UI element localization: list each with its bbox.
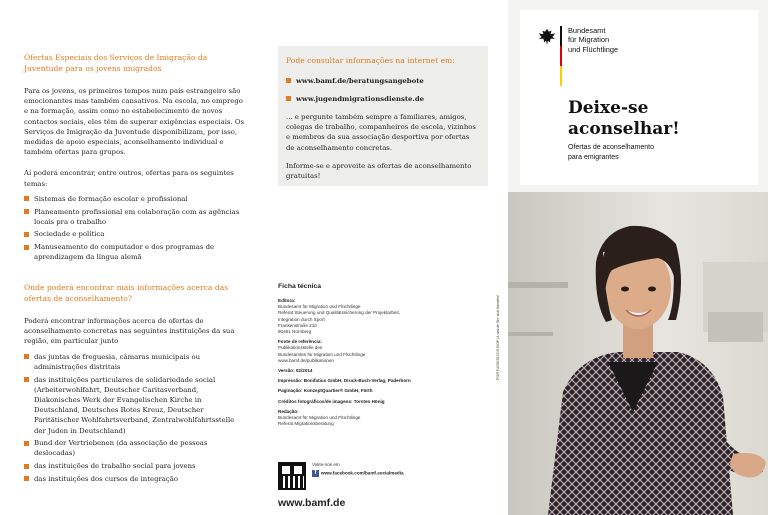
list-item: Manuseamento do computador e dos programas de aprendizagem da língua alemã (24, 242, 246, 262)
agency-line: Bundesamt (568, 26, 606, 35)
list-item: das instituições de trabalho social para jovens (24, 461, 246, 471)
editor-line: Integration durch Sport (278, 316, 325, 322)
subtitle-line: Ofertas de aconselhamento (568, 144, 654, 151)
imprint-photos (278, 399, 493, 405)
cover-photo (508, 192, 768, 515)
imprint (278, 283, 493, 427)
federal-eagle-icon (538, 28, 556, 46)
redacao-label: Redação: (278, 408, 299, 414)
imprint-title: Ficha técnica (278, 283, 322, 290)
visit-label: Visite-nos em (312, 462, 340, 467)
facebook-link[interactable] (312, 470, 404, 477)
editor-line: Referat Steuerung und Qualitätssicherung der Projektarbeit, (278, 310, 401, 316)
cover-card (520, 10, 758, 185)
website-link[interactable]: www.bamf.de (278, 497, 346, 509)
qr-code-icon[interactable] (278, 462, 306, 490)
internet-info-box (278, 46, 488, 186)
paragraph-youth-intro: Para os jovens, os primeiros tempos num país estrangeiro são emocionantes mas também cansativos. Na escola, no emprego e na formação, assim como no estabelecimento de novos contactos sociais, eles têm de superar exigências especiais. Os Serviços de Imigração da Juventude disponibilizam, por isso, medidas de apoio especiais, aconselhamento individual e também ofertas para grupos. (24, 87, 245, 157)
list-item: das juntas de freguesia, câmaras municipais ou administrações distritais (24, 352, 246, 372)
redacao-line: Referat Migrationsberatung (278, 421, 334, 427)
imprint-editor (278, 298, 493, 335)
list-item: das instituições dos cursos de integração (24, 474, 246, 484)
title-line: aconselhar! (568, 119, 680, 139)
vertical-credit: PORTUGIESISCH BOF14 wurde Sie sich beraten! (496, 294, 500, 380)
layout-text: Paginação: KonzeptQuartier® GmbH, Fürth (278, 388, 373, 394)
title-line: Deixe-se (568, 98, 649, 118)
links-list (286, 76, 480, 104)
list-item: Planeamento profissional em colaboração com as agências locais pra o trabalho (24, 207, 246, 227)
agency-line: und Flüchtlinge (568, 44, 619, 54)
imprint-print (278, 378, 493, 384)
link-beratungsangebote[interactable]: www.bamf.de/beratungsangebote (286, 76, 480, 86)
subtitle-line: para emigrantes (568, 154, 619, 161)
woman-portrait-image (508, 192, 768, 515)
heading-youth-offers: Ofertas Especiais dos Serviços de Imigração da Juventude para os jovens imigrados (24, 53, 208, 73)
reference-label: Fonte de referência: (278, 339, 322, 345)
imprint-reference (278, 339, 493, 364)
places-list (24, 352, 246, 484)
link-jugendmigrationsdienste[interactable]: www.jugendmigrationsdienste.de (286, 94, 480, 104)
heading-where-info: Onde poderá encontrar mais informações acerca das ofertas de aconselhamento? (24, 283, 229, 303)
photos-text: Créditos fotográficos/de imagens: Torsten Hönig (278, 398, 385, 404)
cover-subtitle (568, 143, 654, 163)
facebook-url: www.facebook.com/bamf.socialmedia (321, 470, 404, 476)
flag-stripe (560, 26, 562, 86)
section-youth-offers (24, 53, 246, 265)
editor-line: Frankenstraße 210 (278, 322, 317, 328)
cover-title (568, 98, 680, 140)
list-item: Sistemas de formação escolar e profissional (24, 194, 246, 204)
heading-internet: Pode consultar informações na internet em: (286, 56, 455, 65)
redacao-line: Bundesamt für Migration und Flüchtlinge (278, 415, 361, 421)
editor-line: 90461 Nürnberg (278, 329, 312, 335)
facebook-icon: f (312, 470, 319, 477)
print-text: Impressão: Bonifatius GmbH, Druck-Buch-Verlag, Paderborn (278, 378, 411, 384)
list-item: Sociedade e política (24, 229, 246, 239)
reference-line: Bundesamtes für Migration und Flüchtlinge (278, 351, 366, 357)
agency-line: für Migration (568, 35, 610, 45)
column-left (24, 0, 246, 515)
agency-name (568, 26, 618, 54)
social-block (312, 462, 404, 477)
section-where-info (24, 283, 246, 487)
editor-label: Editora: (278, 298, 296, 303)
topics-list (24, 194, 246, 263)
reference-line: Publikationsstelle des (278, 345, 323, 351)
version-text: Versão: 02/2014 (278, 368, 313, 374)
paragraph-free-offers: Informe-se e aproveite as ofertas de aconselhamento gratuitas! (286, 161, 472, 180)
editor-line: Bundesamt für Migration und Flüchtlinge (278, 304, 361, 310)
list-item: Bund der Vertriebenen (da associação de pessoas deslocadas) (24, 438, 246, 458)
imprint-version (278, 368, 493, 374)
imprint-redacao (278, 409, 493, 428)
paragraph-where-intro: Poderá encontrar informações acerca de ofertas de aconselhamento concretas nas seguintes instituições da sua região, em particular junto (24, 317, 235, 346)
paragraph-ask-others: ... e pergunte também sempre a familiares, amigos, colegas de trabalho, companheiros de escola, vizinhos e membros da sua associação desportiva por ofertas de aconselhamento concretas. (286, 112, 476, 152)
imprint-layout (278, 388, 493, 394)
paragraph-topics-intro: Aí poderá encontrar, entre outros, ofertas para os seguintes temas: (24, 169, 234, 188)
list-item: das instituições particulares de solidariedade social (Arbeiterwohlfahrt, Deutscher Caritasverband, Diakonisches Werk der Evangelischen Kirche in Deutschland, Deutsches Rotes Kreuz, Deutscher Paritätischer Wohlfahrtsverband, Zentralwohlfahrtsstelle der Juden in Deutschland) (24, 375, 246, 436)
reference-line: www.bamf.de/publikationen (278, 357, 334, 363)
